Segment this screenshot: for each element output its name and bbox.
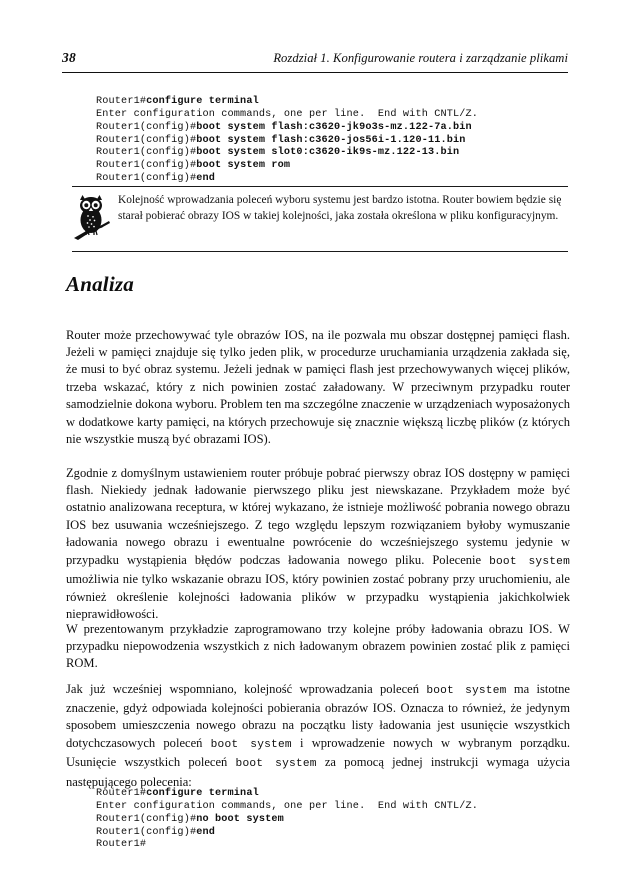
code-prompt: Router1# [96, 788, 147, 800]
code-prompt: Router1# [96, 839, 147, 848]
code-command: Enter configuration commands, one per line. End with CNTL/Z. [96, 108, 479, 120]
code-prompt: Router1(config)# [96, 813, 197, 825]
code-command: configure terminal [146, 96, 259, 108]
code-line [96, 147, 459, 158]
code-command: Enter configuration commands, one per line. End with CNTL/Z. [96, 800, 479, 812]
running-head [62, 50, 568, 66]
code-prompt: Router1# [96, 96, 147, 108]
code-line [96, 839, 478, 847]
paragraph-1 [66, 327, 570, 449]
code-command: no boot system [196, 813, 284, 825]
paragraph-4-text-d: za pomocą jednej instrukcji wymaga użycia następującego polecenia: [66, 755, 570, 789]
code-line [96, 160, 290, 171]
code-line [96, 109, 478, 120]
code-prompt: Router1(config)# [96, 134, 197, 146]
page-number: 38 [62, 50, 77, 65]
inline-code-boot-system-4: boot system [235, 758, 317, 771]
chapter-title: Rozdział 1. Konfigurowanie routera i zarządzanie plikami [273, 51, 568, 65]
inline-code-boot-system: boot system [489, 555, 570, 568]
code-line [96, 801, 478, 812]
code-prompt: Router1(config)# [96, 160, 197, 172]
tip-text: Kolejność wprowadzania poleceń wyboru systemu jest bardzo istotna. Router bowiem będzie się starał pobierać obrazy IOS w takiej kolejności, jaka została określona w pliku konfiguracyjnym. [118, 194, 562, 222]
section-heading: Analiza [66, 272, 134, 296]
paragraph-2-text-b: umożliwia nie tylko wskazanie obrazu IOS, który powinien zostać pobrany przy uruchomieniu, ale również określenie kolejności ładowania plików w przypadku wystąpienia jakichkolwiek nieprawidłowości. [66, 572, 570, 622]
paragraph-4-text-a: Jak już wcześniej wspomniano, kolejność wprowadzania poleceń [66, 681, 427, 696]
paragraph-2-text-a: Zgodnie z domyślnym ustawieniem router próbuje pobrać pierwszy obraz IOS dostępny w pamięci flash. Niekiedy jednak ładowanie pierwszego pliku jest niewskazane. Przykładem może być ostatnio analizowana receptura, w której wykazano, że istnieje możliwość pobrania nowego obrazu IOS bez usuwania wcześniejszego. Z tego względu lepszym rozwiązaniem byłoby wymuszanie ładowania nowego obrazu i ewentualne powrócenie do wcześniejszego systemu jedynie w przypadku wystąpienia błędów podczas ładowania nowego pliku. Polecenie [66, 465, 570, 567]
code-line [96, 788, 259, 799]
code-line [96, 173, 215, 184]
code-command: boot system flash:c3620-jos56i-1.120-11.bin [196, 134, 466, 146]
code-line [96, 135, 466, 146]
code-line [96, 122, 472, 133]
code-command: boot system rom [196, 160, 291, 172]
code-command: configure terminal [146, 788, 259, 800]
paragraph-1-text: Router może przechowywać tyle obrazów IOS, na ile pozwala mu obszar dostępnej pamięci flash. Jeżeli w pamięci znajduje się tylko jeden plik, w procedurze uruchamiania urządzenia zakłada się, że musi to być obraz systemu. Jeżeli jednak w pamięci flash jest przechowywanych więcej plików, trzeba wskazać, który z nich powinien zostać załadowany. W przeciwnym przypadku router samodzielnie dokona wyboru. Problem ten ma szczególne znaczenie w urządzeniach wyposażonych w dodatkowe karty pamięci, na których przechowuje się znacznie większą liczbę plików (z których nie wszystkie muszą być obrazami IOS). [66, 327, 570, 447]
code-block-boot-system [96, 96, 478, 186]
owl-icon [72, 192, 118, 243]
code-command: boot system flash:c3620-jk9o3s-mz.122-7a.bin [196, 121, 472, 133]
tip-box [72, 192, 568, 243]
paragraph-2 [66, 465, 570, 624]
code-prompt: Router1(config)# [96, 121, 197, 133]
code-prompt: Router1(config)# [96, 147, 197, 159]
code-line [96, 96, 259, 107]
code-prompt: Router1(config)# [96, 172, 197, 184]
header-divider [62, 72, 568, 73]
paragraph-3 [66, 621, 570, 673]
tip-divider-bottom [72, 251, 568, 252]
code-command: end [196, 172, 216, 184]
paragraph-4-text-c: i wprowadzenie nowych w wybranym porządku. Usunięcie wszystkich poleceń [66, 735, 570, 770]
inline-code-boot-system-3: boot system [210, 738, 292, 751]
code-command: boot system slot0:c3620-ik9s-mz.122-13.bin [196, 147, 460, 159]
paragraph-3-text: W prezentowanym przykładzie zaprogramowano trzy kolejne próby ładowania obrazu IOS. W przypadku niepowodzenia wszystkich z nich ładowanym obrazem powinien zostać plik z pamięci ROM. [66, 621, 570, 671]
paragraph-4-text-b: ma istotne znaczenie, gdyż odpowiada kolejności pobierania obrazów IOS. Oznacza to również, że jedynym sposobem umieszczenia nowego obrazu na początku listy ładowania jest usunięcie wszystkich dotychczasowych poleceń [66, 681, 570, 750]
code-line [96, 827, 215, 838]
code-command: end [196, 826, 216, 838]
paragraph-4 [66, 681, 570, 792]
code-line [96, 814, 284, 825]
code-prompt: Router1(config)# [96, 826, 197, 838]
inline-code-boot-system-2: boot system [426, 684, 507, 697]
code-block-no-boot-system [96, 788, 478, 847]
tip-divider-top [72, 186, 568, 187]
